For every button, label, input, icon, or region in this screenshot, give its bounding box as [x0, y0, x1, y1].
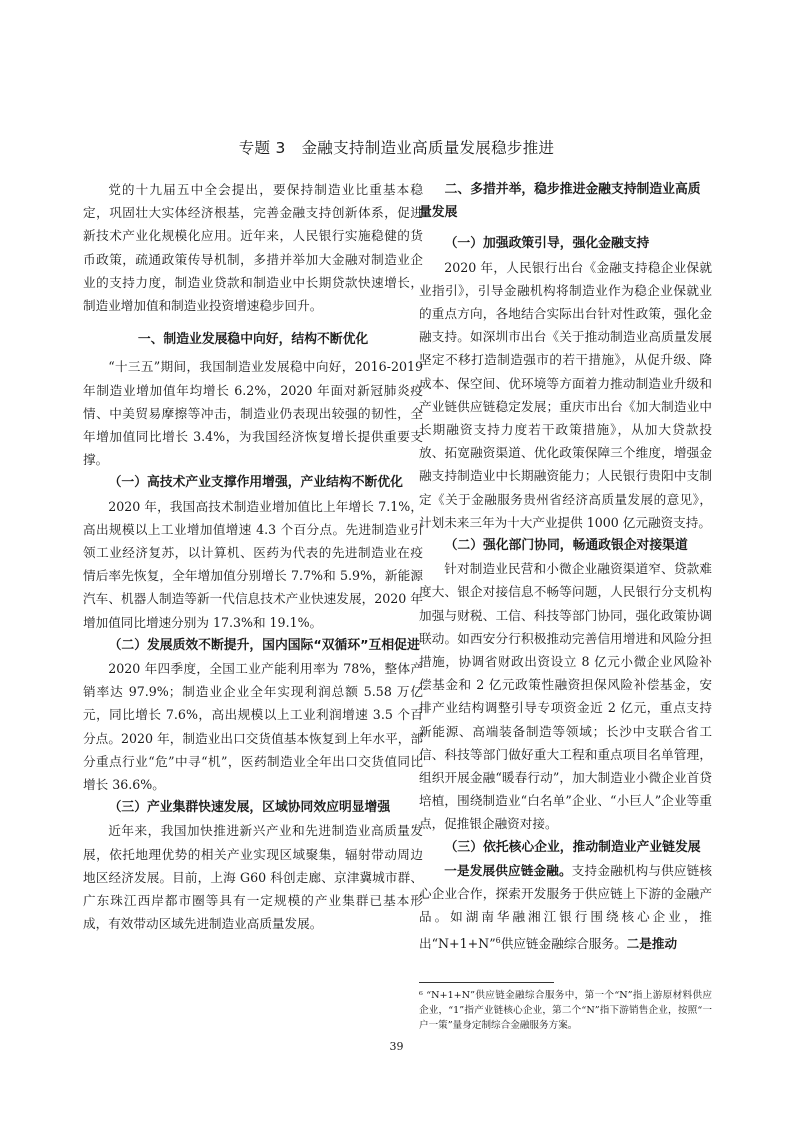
subsection-heading: （三）产业集群快速发展，区域协同效应明显增强 — [108, 800, 391, 816]
subsection-heading: （一）高技术产业支撑作用增强，产业结构不断优化 — [108, 475, 403, 491]
paragraph-text: 供应链金融综合服务。 — [500, 935, 627, 951]
paragraph-text: 支持金融机构与供应链核心企业合作，探索开发服务于供应链上下游的金融产品。如湖南华融湘江银行围绕核心企业，推出“N+1+N” — [419, 862, 713, 951]
paragraph: 2020 年，我国高技术制造业增加值比上年增长 7.1%，高出规模以上工业增加值增速 4.3 个百分点。先进制造业引领工业经济复苏，以计算机、医药为代表的先进制造业在疫情后率先恢复，全年增加值分别增长 7.7%和 5.9%，新能源汽车、机器人制造等新一代信息技术产业快速发展，2020 年增加值同比增速分别为 17.3%和 19.1%。 — [83, 498, 423, 630]
paragraph: 近年来，我国加快推进新兴产业和先进制造业高质量发展，依托地理优势的相关产业实现区域聚集，辐射带动周边地区经济发展。目前，上海 G60 科创走廊、京津冀城市群、广东珠江西岸都市圈等具有一定规模的产业集群已基本形成，有效带动区域先进制造业高质量发展。 — [83, 823, 423, 932]
left-column — [83, 178, 423, 936]
bold-lead: 一是发展供应链金融。 — [444, 862, 572, 878]
section-heading-2: 二、多措并举，稳步推进金融支持制造业高质量发展 — [419, 182, 701, 221]
page-number: 39 — [389, 1040, 404, 1053]
footnote: ⁶ “N+1+N”供应链金融综合服务中，第一个“N”指上游原材料供应企业，“1”指产业链核心企业，第二个“N”指下游销售企业，按照“一户一策”量身定制综合金融服务方案。 — [419, 990, 712, 1031]
paragraph: “十三五”期间，我国制造业发展稳中向好，2016-2019 年制造业增加值年均增长 6.2%，2020 年面对新冠肺炎疫情、中美贸易摩擦等冲击，制造业仍表现出较强的韧性，全年增加值同比增长 3.4%，为我国经济恢复增长提供重要支撑。 — [83, 359, 423, 468]
subsection-heading: （二）发展质效不断提升，国内国际“双循环”互相促进 — [108, 637, 420, 653]
paragraph: 针对制造业民营和小微企业融资渠道窄、贷款难度大、银企对接信息不畅等问题，人民银行分支机构加强与财税、工信、科技等部门协同，强化政策协调联动。如西安分行积极推动完善信用增进和风险分担措施，协调省财政出资设立 8 亿元小微企业风险补偿基金和 2 亿元政策性融资担保风险补偿基金，安排产业结构调整引导专项资金近 2 亿元，重点支持新能源、高端装备制造等领域；长沙中支联合省工信、科技等部门做好重大工程和重点项目名单管理，组织开展金融“暖春行动”，加大制造业小微企业首贷培植，围绕制造业“白名单”企业、“小巨人”企业等重点，促推银企融资对接。 — [419, 561, 712, 832]
paragraph: 2020 年四季度，全国工业产能利用率为 78%，整体产销率达 97.9%；制造业企业全年实现利润总额 5.58 万亿元，同比增长 7.6%，高出规模以上工业利润增速 3.5 个百分点。2020 年，制造业出口交货值基本恢复到上年水平，部分重点行业“危”中寻“机”，医药制造业全年出口交货值同比增长 36.6%。 — [83, 661, 423, 793]
subsection-heading: （一）加强政策引导，强化金融支持 — [444, 236, 650, 252]
paragraph — [419, 859, 712, 955]
footnote-divider — [419, 982, 554, 983]
subsection-heading: （三）依托核心企业，推动制造业产业链发展 — [444, 839, 701, 855]
right-column — [419, 178, 712, 955]
paragraph: 2020 年，人民银行出台《金融支持稳企业保就业指引》，引导金融机构将制造业作为稳企业保就业的重点方向，各地结合实际出台针对性政策，强化金融支持。如深圳市出台《关于推动制造业高质量发展坚定不移打造制造强市的若干措施》，从促升级、降成本、保空间、优环境等方面着力推动制造业升级和产业链供应链稳定发展；重庆市出台《加大制造业中长期融资支持力度若干政策措施》，从加大贷款投放、拓宽融资渠道、优化政策保障三个维度，增强金融支持制造业中长期融资能力；人民银行贵阳中支制定《关于金融服务贵州省经济高质量发展的意见》，计划未来三年为十大产业提供 1000 亿元融资支持。 — [419, 259, 712, 530]
section-heading-1: 一、制造业发展稳中向好，结构不断优化 — [137, 332, 369, 348]
bold-lead: 二是推动 — [626, 935, 678, 951]
footnote-ref: 6 — [495, 935, 501, 945]
subsection-heading: （二）强化部门协同，畅通政银企对接渠道 — [444, 538, 688, 554]
page-title: 专题 3 金融支持制造业高质量发展稳步推进 — [238, 139, 555, 157]
intro-paragraph: 党的十九届五中全会提出，要保持制造业比重基本稳定，巩固壮大实体经济根基，完善金融支持创新体系，促进新技术产业化规模化应用。近年来，人民银行实施稳健的货币政策，疏通政策传导机制，多措并举加大金融对制造业企业的支持力度，制造业贷款和制造业中长期贷款快速增长，制造业增加值和制造业投资增速稳步回升。 — [83, 182, 423, 314]
